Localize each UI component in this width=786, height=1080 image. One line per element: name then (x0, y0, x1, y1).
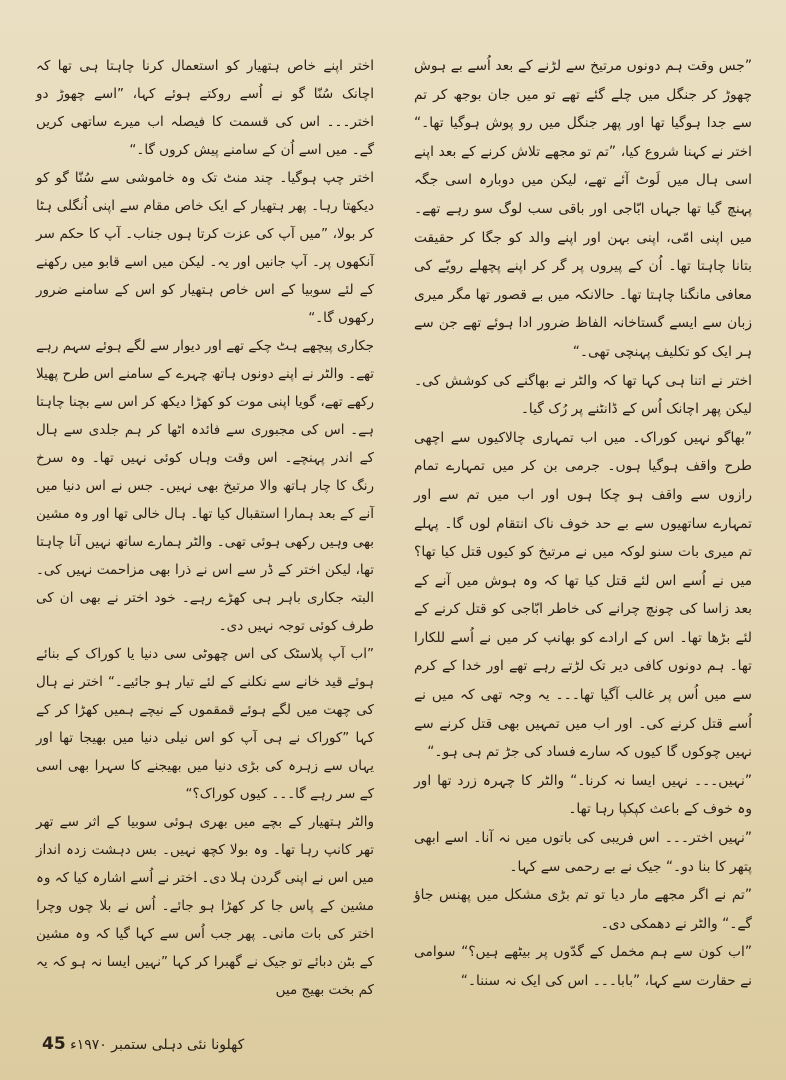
left-column (36, 52, 374, 1004)
paragraph: ”اب کون سے ہم مخمل کے گدّوں پر بیٹھے ہیں؟“ سوامی نے حقارت سے کہا، ”بابا۔۔۔ اس کی ایک نہ سننا۔“ (414, 944, 752, 989)
paragraph: ”تم نے اگر مجھے مار دیا تو تم بڑی مشکل میں پھنس جاؤ گے۔“ والٹر نے دھمکی دی۔ (414, 887, 752, 932)
paragraph: جکاری پیچھے ہٹ چکے تھے اور دیوار سے لگے ہوئے سہم رہے تھے۔ والٹر نے اپنے دونوں ہاتھ چہرے کے سامنے اس طرح پھیلا رکھے تھے، گویا اپنی موت کو کھڑا دیکھ کر اس سے بچنا چاہتا ہے۔ اس کی مجبوری سے فائدہ اٹھا کر ہم جلدی سے ہال کے اندر پہنچے۔ اس وقت وہاں کوئی نہیں تھا۔ وہ سرخ رنگ کا چار ہاتھ والا مرتیخ بھی نہیں۔ جس نے اس دنیا میں آنے کے بعد ہمارا استقبال کیا تھا۔ ہال خالی تھا اور وہ مشین بھی وہیں رکھی ہوئی تھی۔ والٹر ہمارے ساتھ نہیں آنا چاہتا تھا، لیکن اختر کے ڈر سے اس نے ذرا بھی مزاحمت نہیں کی۔ البتہ جکاری باہر ہی کھڑے رہے۔ خود اختر نے بھی ان کی طرف کوئی توجہ نہیں دی۔ (36, 338, 374, 634)
publication-line: کھلونا نئی دہلی ستمبر ۱۹۷۰ء (70, 1037, 245, 1053)
paragraph: ”جس وقت ہم دونوں مرتیخ سے لڑنے کے بعد اُسے بے ہوش چھوڑ کر جنگل میں چلے گئے تھے تو میں جان بوجھ کر تم سے جدا ہوگیا تھا اور پھر جنگل میں رو پوش ہوگیا تھا۔“ اختر نے کہنا شروع کیا، ”تم تو مجھے تلاش کرنے کے بعد اپنے اسی ہال میں لَوٹ آئے تھے، لیکن میں دوبارہ اسی جگہ پہنچ گیا تھا جہاں ابّاجی اور باقی سب لوگ سو رہے تھے۔ میں اپنی امّی، اپنی بہن اور اپنے والد کو جگا کر حقیقت بتانا چاہتا تھا۔ اُن کے پیروں پر گر کر اپنے پچھلے رویّے کی معافی مانگنا چاہتا تھا۔ حالانکہ میں بے قصور تھا مگر میری زبان سے ایسے گستاخانہ الفاظ ضرور ادا ہوئے تھے جن سے ہر ایک کو تکلیف پہنچی تھی۔“ (414, 58, 752, 360)
paragraph: ”اب آپ پلاسٹک کی اس چھوٹی سی دنیا یا کوراک کے بنائے ہوئے قید خانے سے نکلنے کے لئے تیار ہو جائیے۔“ اختر نے ہال کی چھت میں لگے ہوئے قمقموں کے نیچے ہمیں کھڑا کر کے کہا ”کوراک نے ہی آپ کو اس نیلی دنیا میں بھیجا تھا اور یہاں سے زہرہ کی بڑی دنیا میں بھیجنے کا سہرا بھی اسی کے سر رہے گا۔۔۔ کیوں کوراک؟“ (36, 646, 374, 802)
paragraph: اختر اپنے خاص ہتھیار کو استعمال کرنا چاہتا ہی تھا کہ اچانک سُنّا گو نے اُسے روکتے ہوئے کہا، ”اسے چھوڑ دو اختر۔۔۔ اس کی قسمت کا فیصلہ اب میرے ساتھی کریں گے۔ میں اسے اُن کے سامنے پیش کروں گا۔“ (36, 58, 374, 158)
paragraph: اختر نے اتنا ہی کہا تھا کہ والٹر نے بھاگنے کی کوشش کی۔ لیکن پھر اچانک اُس کے ڈانٹنے پر رُک گیا۔ (414, 372, 752, 418)
right-column (414, 52, 752, 996)
paragraph: ”بھاگو نہیں کوراک۔ میں اب تمہاری چالاکیوں سے اچھی طرح واقف ہوگیا ہوں۔ جرمی بن کر میں تمہارے تمام رازوں سے واقف ہو چکا ہوں اور اب میں تم سے اور تمہارے ساتھیوں سے بے حد خوف ناک انتقام لوں گا۔ پہلے تم میری بات سنو لوکہ میں نے مرتیخ کو کیوں قتل کیا تھا؟ میں نے اُسے اس لئے قتل کیا تھا کہ وہ ہوش میں آنے کے بعد زاسا کی چونچ چرانے کی خاطر ابّاجی کو قتل کرنے کے لئے بڑھا تھا۔ اس کے ارادے کو بھانپ کر میں نے اُسے للکارا تھا۔ ہم دونوں کافی دیر تک لڑتے رہے تھے اور خدا کے کرم سے میں اُس پر غالب آگیا تھا۔۔۔ یہ وجہ تھی کہ میں نے اُسے قتل کرنے کی۔ اور اب میں تمہیں بھی قتل کرنے سے نہیں چوکوں گا کیوں کہ سارے فساد کی جڑ تم ہی ہو۔“ (414, 429, 752, 761)
paragraph: ”نہیں۔۔۔ نہیں ایسا نہ کرنا۔“ والٹر کا چہرہ زرد تھا اور وہ خوف کے باعث کپکپا رہا تھا۔ (414, 772, 752, 818)
paragraph: اختر چپ ہوگیا۔ چند منٹ تک وہ خاموشی سے سُنّا گو کو دیکھتا رہا۔ پھر ہتھیار کے ایک خاص مقام سے اپنی اُنگلی ہٹا کر بولا، ”میں آپ کی عزت کرتا ہوں جناب۔ آپ کا حکم سر آنکھوں پر۔ آپ جانیں اور یہ۔ لیکن میں اسے قابو میں رکھنے کے لئے سوبیا کے اس خاص ہتھیار کو اس کے سامنے ضرور رکھوں گا۔“ (36, 170, 374, 326)
paragraph: والٹر ہتھیار کے بچے میں بھری ہوئی سوبیا کے اثر سے تھر تھر کانپ رہا تھا۔ وہ بولا کچھ نہیں۔ بس دہشت زدہ انداز میں اس نے اپنی گردن ہلا دی۔ اختر نے اُسے اشارہ کیا کہ وہ مشین کے پاس جا کر کھڑا ہو جائے۔ اُس نے بلا چوں وچرا اختر کی بات مانی۔ پھر جب اُس سے کہا گیا کہ وہ مشین کے بٹن دبائے تو جیک نے گھبرا کر کہا ”نہیں ایسا نہ ہو کہ یہ کم بخت بھیج میں (36, 814, 374, 998)
paragraph: ”نہیں اختر۔۔۔ اس فریبی کی باتوں میں نہ آنا۔ اسے ابھی پتھر کا بنا دو۔“ جیک نے بے رحمی سے کہا۔ (414, 830, 752, 875)
page-number: 45 (42, 1034, 66, 1054)
page-footer (36, 1034, 244, 1054)
